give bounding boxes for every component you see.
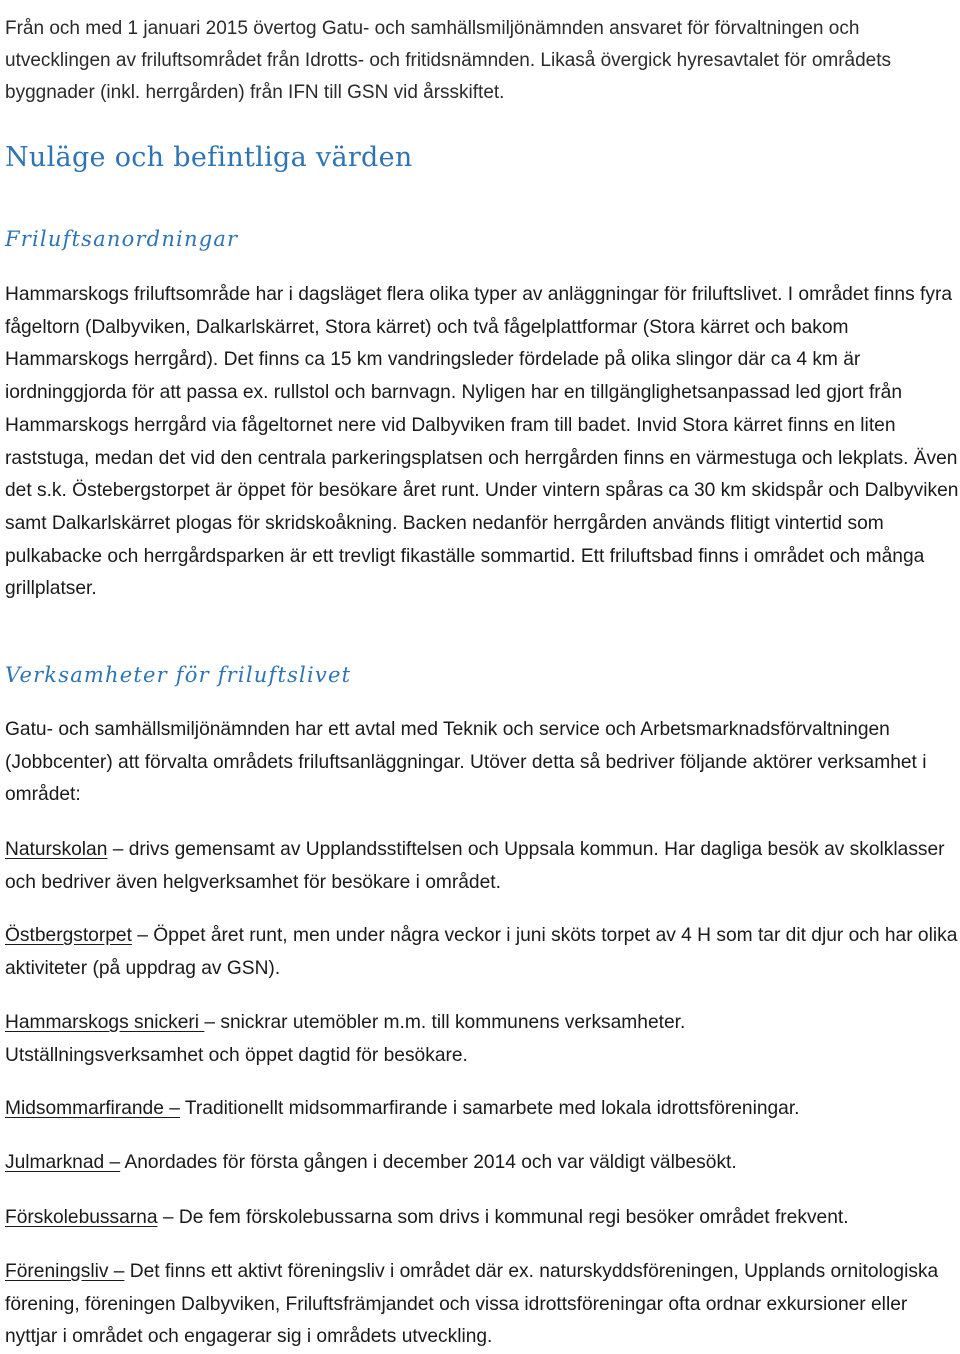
item-term: Julmarknad – <box>5 1152 121 1173</box>
item-term: Förskolebussarna <box>5 1207 158 1228</box>
item-term: Midsommarfirande – <box>5 1098 180 1119</box>
item-foreningsliv <box>5 1256 960 1354</box>
item-text: – De fem förskolebussarna som drivs i kommunal regi besöker området frekvent. <box>157 1207 849 1228</box>
item-snickeri <box>5 1007 785 1072</box>
item-term: Naturskolan <box>5 839 108 860</box>
item-text: Det finns ett aktivt föreningsliv i området där ex. naturskyddsföreningen, Upplands ornitologiska förening, föreningen Dalbyviken, Friluftsfrämjandet och vissa idrottsföreningar ofta ordnar exkursioner eller nyttjar i området och engagerar sig i områdets utveckling. <box>5 1261 939 1348</box>
item-midsommar <box>5 1093 960 1126</box>
heading-current-state: Nuläge och befintliga värden <box>5 142 413 173</box>
item-term: Östbergstorpet <box>5 925 132 946</box>
item-text: – Öppet året runt, men under några veckor i juni sköts torpet av 4 H som tar dit djur och har olika aktiviteter (på uppdrag av GSN). <box>5 925 958 979</box>
facilities-paragraph: Hammarskogs friluftsområde har i dagsläget flera olika typer av anläggningar för friluftslivet. I området finns fyra fågeltorn (Dalbyviken, Dalkarlskärret, Stora kärret) och två fågelplattformar (Stora kärret och bakom Hammarskogs herrgård). Det finns ca 15 km vandringsleder fördelade på olika slingor där ca 4 km är iordninggjorda för att passa ex. rullstol och barnvagn. Nyligen har en tillgänglighetsanpassad led gjort från Hammarskogs herrgård via fågeltornet nere vid Dalbyviken fram till badet. Invid Stora kärret finns en liten raststuga, medan det vid den centrala parkeringsplatsen och herrgården finns en värmestuga och lekplats. Även det s.k. Östebergstorpet är öppet för besökare året runt. Under vintern spåras ca 30 km skidspår och Dalbyviken samt Dalkarlskärret plogas för skridskoåkning. Backen nedanför herrgården används flitigt vintertid som pulkabacke och herrgårdsparken är ett trevligt fikaställe sommartid. Ett friluftsbad finns i området och många grillplatser. <box>5 284 959 600</box>
item-term: Hammarskogs snickeri <box>5 1012 205 1033</box>
heading-outdoor-activities: Verksamheter för friluftslivet <box>5 663 352 687</box>
item-forskolebussarna <box>5 1202 960 1235</box>
activities-intro-paragraph: Gatu- och samhällsmiljönämnden har ett avtal med Teknik och service och Arbetsmarknadsförvaltningen (Jobbcenter) att förvalta områdets friluftsanläggningar. Utöver detta så bedriver följande aktörer verksamhet i området: <box>5 719 927 806</box>
item-naturskolan <box>5 834 960 899</box>
intro-paragraph: Från och med 1 januari 2015 övertog Gatu- och samhällsmiljönämnden ansvaret för förvaltningen och utvecklingen av friluftsområdet från Idrotts- och fritidsnämnden. Likaså övergick hyresavtalet för områdets byggnader (inkl. herrgården) från IFN till GSN vid årsskiftet. <box>5 18 892 103</box>
item-text: Anordades för första gången i december 2014 och var väldigt välbesökt. <box>120 1152 737 1173</box>
item-julmarknad <box>5 1147 960 1180</box>
item-ostbergstorpet <box>5 920 960 985</box>
item-text: – snickrar utemöbler m.m. till kommunens verksamheter. Utställningsverksamhet och öppet dagtid för besökare. <box>5 1012 686 1066</box>
item-text: – drivs gemensamt av Upplandsstiftelsen och Uppsala kommun. Har dagliga besök av skolklasser och bedriver även helgverksamhet för besökare i området. <box>5 839 945 893</box>
item-term: Föreningsliv – <box>5 1261 125 1282</box>
heading-outdoor-facilities: Friluftsanordningar <box>5 227 239 251</box>
item-text: Traditionellt midsommarfirande i samarbete med lokala idrottsföreningar. <box>179 1098 800 1119</box>
